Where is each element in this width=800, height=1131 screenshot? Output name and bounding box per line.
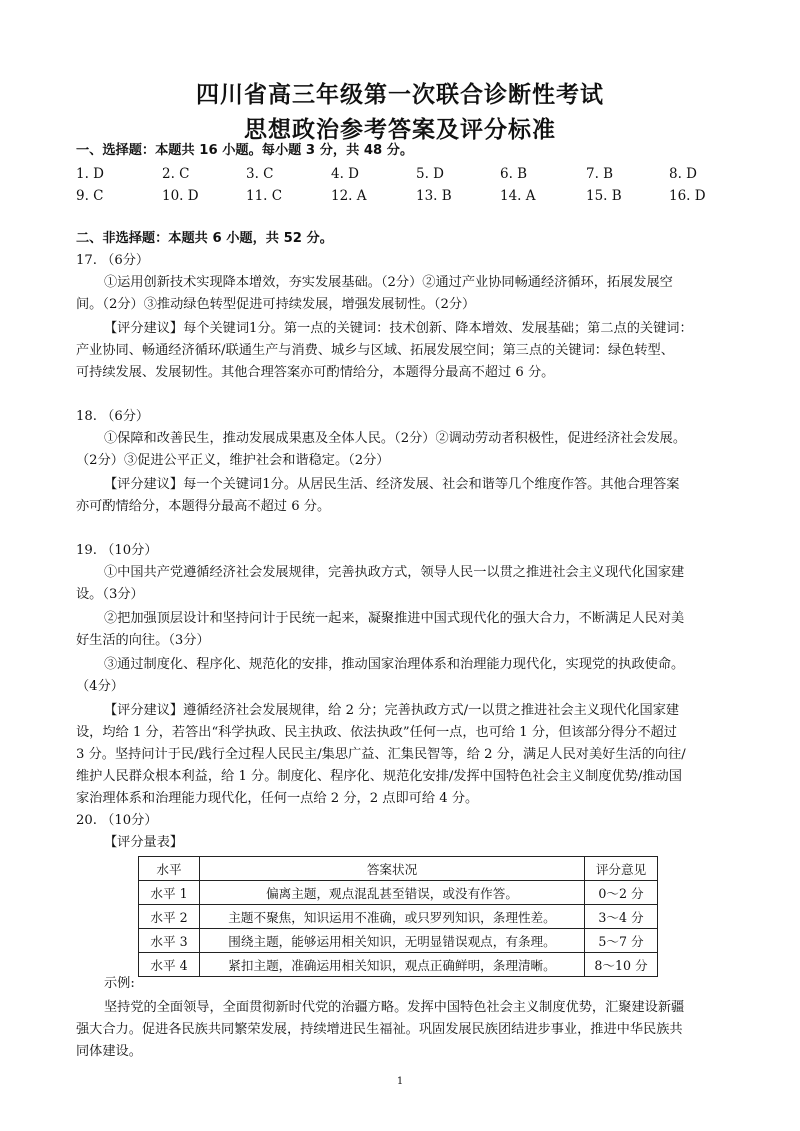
- rubric-status: 围绕主题，能够运用相关知识，无明显错误观点，有条理。: [200, 929, 585, 953]
- rubric-header-status: 答案状况: [200, 857, 585, 881]
- rubric-level: 水平 4: [139, 953, 200, 977]
- rubric-header-score: 评分意见: [585, 857, 658, 881]
- q19-line: 好生活的向往。（3分）: [76, 633, 210, 648]
- rubric-status: 偏离主题，观点混乱甚至错误，或没有作答。: [200, 881, 585, 905]
- q19-line: （4分）: [76, 679, 124, 694]
- rubric-table: [138, 856, 658, 977]
- page-number: 1: [396, 1076, 404, 1087]
- q17-grading-note: 产业协同、畅通经济循环/联通生产与消费、城乡与区域、拓展发展空间；第三点的关键词：绿色转型、: [76, 343, 674, 358]
- mcq-answer: 14. A: [500, 188, 536, 204]
- exam-title: 四川省高三年级第一次联合诊断性考试: [196, 82, 604, 108]
- q17-label: 17. （6分）: [76, 253, 150, 268]
- mcq-answer: 8. D: [669, 166, 697, 182]
- table-row: [139, 953, 658, 977]
- rubric-level: 水平 3: [139, 929, 200, 953]
- q19-grading-note: 设，均给 1 分，若答出“科学执政、民主执政、依法执政”任何一点，也可给 1 分，但该部分得分不超过: [76, 725, 677, 740]
- q18-line: （2分）③促进公平正义，维护社会和谐稳定。（2分）: [76, 453, 390, 468]
- rubric-score: 8～10 分: [585, 953, 658, 977]
- q19-label: 19. （10分）: [76, 543, 158, 558]
- rubric-header-level: 水平: [139, 857, 200, 881]
- example-label: 示例:: [104, 976, 135, 991]
- q19-line: ②把加强顶层设计和坚持问计于民统一起来，凝聚推进中国式现代化的强大合力，不断满足人民对美: [104, 611, 685, 626]
- q19-line: ①中国共产党遵循经济社会发展规律，完善执政方式，领导人民一以贯之推进社会主义现代化国家建: [104, 565, 685, 580]
- q18-label: 18. （6分）: [76, 409, 150, 424]
- rubric-caption: 【评分量表】: [104, 835, 184, 850]
- q19-grading-note: 维护人民群众根本利益，给 1 分。制度化、程序化、规范化安排/发挥中国特色社会主义制度优势/推动国: [76, 769, 682, 784]
- q19-line: ③通过制度化、程序化、规范化的安排，推动国家治理体系和治理能力现代化，实现党的执政使命。: [104, 657, 685, 672]
- mcq-answer: 15. B: [586, 188, 622, 204]
- rubric-score: 3～4 分: [585, 905, 658, 929]
- q18-grading-note: 亦可酌情给分，本题得分最高不超过 6 分。: [76, 499, 331, 514]
- mcq-answer: 13. B: [416, 188, 452, 204]
- example-line: 同体建设。: [76, 1044, 142, 1059]
- q19-grading-note: 3 分。坚持问计于民/践行全过程人民民主/集思广益、汇集民智等，给 2 分，满足人民对美好生活的向往/: [76, 747, 686, 762]
- table-row: [139, 905, 658, 929]
- q19-grading-note: 家治理体系和治理能力现代化，任何一点给 2 分，2 点即可给 4 分。: [76, 791, 479, 806]
- example-line: 强大合力。促进各民族共同繁荣发展，持续增进民生福祉。巩固发展民族团结进步事业，推进中华民族共: [76, 1022, 683, 1037]
- exam-subtitle: 思想政治参考答案及评分标准: [244, 117, 556, 143]
- mcq-answer: 4. D: [331, 166, 359, 182]
- q19-grading-note: 【评分建议】遵循经济社会发展规律，给 2 分；完善执政方式/一以贯之推进社会主义现代化国家建: [104, 703, 680, 718]
- q17-grading-note: 【评分建议】每个关键词1分。第一点的关键词：技术创新、降本增效、发展基础；第二点的关键词：: [104, 321, 693, 336]
- mcq-answer: 7. B: [586, 166, 614, 182]
- rubric-score: 0～2 分: [585, 881, 658, 905]
- table-row: [139, 881, 658, 905]
- mcq-answer: 10. D: [162, 188, 199, 204]
- q18-line: ①保障和改善民生，推动发展成果惠及全体人民。（2分）②调动劳动者积极性，促进经济社会发展。: [104, 431, 687, 446]
- mcq-answer: 6. B: [500, 166, 528, 182]
- mcq-answer: 2. C: [162, 166, 190, 182]
- mcq-answer: 9. C: [76, 188, 104, 204]
- mcq-answer: 12. A: [331, 188, 367, 204]
- rubric-header-row: [139, 857, 658, 881]
- rubric-status: 主题不聚焦，知识运用不准确，或只罗列知识，条理性差。: [200, 905, 585, 929]
- q17-line: 间。（2分）③推动绿色转型促进可持续发展，增强发展韧性。（2分）: [76, 297, 476, 312]
- q20-label: 20. （10分）: [76, 813, 158, 828]
- mcq-answer: 16. D: [669, 188, 706, 204]
- example-line: 坚持党的全面领导，全面贯彻新时代党的治疆方略。发挥中国特色社会主义制度优势，汇聚建设新疆: [104, 1000, 685, 1015]
- q18-grading-note: 【评分建议】每一个关键词1分。从居民生活、经济发展、社会和谐等几个维度作答。其他合理答案: [104, 477, 680, 492]
- rubric-score: 5～7 分: [585, 929, 658, 953]
- mcq-answer: 11. C: [246, 188, 283, 204]
- table-row: [139, 929, 658, 953]
- mcq-answer: 5. D: [416, 166, 444, 182]
- rubric-level: 水平 2: [139, 905, 200, 929]
- mcq-answer: 3. C: [246, 166, 274, 182]
- rubric-status: 紧扣主题，准确运用相关知识，观点正确鲜明，条理清晰。: [200, 953, 585, 977]
- rubric-level: 水平 1: [139, 881, 200, 905]
- q17-line: ①运用创新技术实现降本增效，夯实发展基础。（2分）②通过产业协同畅通经济循环，拓展发展空: [104, 275, 673, 290]
- section1-heading: 一、选择题：本题共 16 小题。每小题 3 分，共 48 分。: [76, 143, 414, 158]
- q17-grading-note: 可持续发展、发展韧性。其他合理答案亦可酌情给分，本题得分最高不超过 6 分。: [76, 365, 555, 380]
- q19-line: 设。（3分）: [76, 587, 144, 602]
- section2-heading: 二、非选择题：本题共 6 小题，共 52 分。: [76, 231, 333, 246]
- mcq-answer: 1. D: [76, 166, 104, 182]
